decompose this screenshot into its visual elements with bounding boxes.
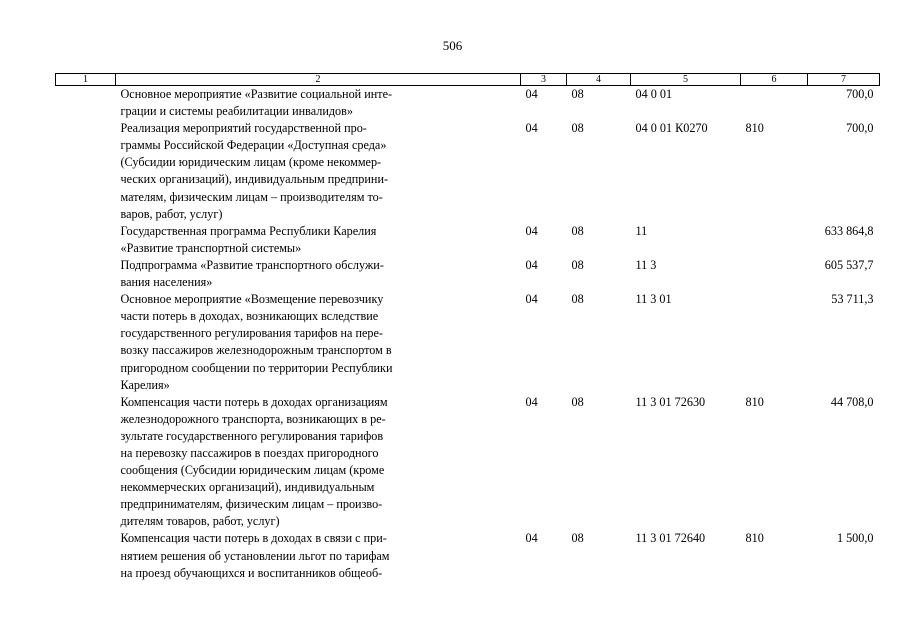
item-name-line: пригородном сообщении по территории Республики (120, 360, 393, 375)
cell-section: 04 (525, 223, 538, 238)
item-name-line: Компенсация части потерь в доходах в связи с при- (120, 531, 387, 546)
table-row (56, 86, 880, 121)
cell-amount: 700,0 (846, 121, 874, 136)
item-name-line: Подпрограмма «Развитие транспортного обслужи- (120, 257, 384, 272)
cell-subsection: 08 (571, 257, 584, 272)
table-header (56, 74, 880, 86)
cell-target-article: 11 (635, 223, 648, 238)
table-body (56, 86, 880, 582)
cell-target-article: 11 3 01 (635, 292, 672, 307)
table-row (56, 257, 880, 291)
cell-target-article: 11 3 01 72640 (635, 531, 706, 546)
item-name-line: дителям товаров, работ, услуг) (120, 514, 280, 529)
item-name-line: мателям, физическим лицам – производителям то- (120, 189, 383, 204)
item-name-line: Основное мероприятие «Развитие социальной инте- (120, 87, 393, 101)
cell-col-1 (56, 86, 116, 121)
cell-expense-type: 810 (745, 394, 764, 409)
item-name-line: предпринимателям, физическим лицам – произво- (120, 497, 383, 512)
cell-section: 04 (525, 292, 538, 307)
cell-expense-type (741, 223, 808, 257)
header-col-6: 6 (741, 74, 808, 86)
item-name-line: возку пассажиров железнодорожным транспортом в (120, 343, 392, 358)
cell-item-name (116, 86, 521, 121)
item-name-line: граммы Российской Федерации «Доступная среда» (120, 138, 387, 153)
item-name-line: грации и системы реабилитации инвалидов» (120, 104, 353, 119)
cell-section: 04 (525, 531, 538, 546)
table-row (56, 223, 880, 257)
cell-item-name (116, 291, 521, 394)
table-row (56, 120, 880, 223)
cell-amount: 633 864,8 (824, 223, 874, 238)
cell-amount: 700,0 (846, 87, 874, 101)
cell-amount: 53 711,3 (831, 292, 874, 307)
item-name-line: на проезд обучающихся и воспитанников общеоб- (120, 565, 383, 580)
cell-expense-type: 810 (745, 531, 764, 546)
item-name-line: на перевозку пассажиров в поездах пригородного (120, 445, 379, 460)
item-name-line: Государственная программа Республики Карелия (120, 223, 377, 238)
item-name-line: сообщения (Субсидии юридическим лицам (кроме (120, 463, 385, 478)
header-col-1: 1 (56, 74, 116, 86)
header-col-5: 5 (631, 74, 741, 86)
table-row (56, 291, 880, 394)
budget-table (55, 73, 880, 582)
cell-item-name (116, 394, 521, 531)
cell-col-1 (56, 120, 116, 223)
cell-amount: 44 708,0 (830, 394, 874, 409)
cell-expense-type (741, 86, 808, 121)
cell-expense-type: 810 (745, 121, 764, 136)
item-name-line: Основное мероприятие «Возмещение перевозчику (120, 292, 384, 307)
cell-section: 04 (525, 257, 538, 272)
header-col-3: 3 (521, 74, 567, 86)
item-name-line: железнодорожного транспорта, возникающих в ре- (120, 411, 386, 426)
cell-item-name (116, 120, 521, 223)
table-row (56, 394, 880, 531)
item-name-line: части потерь в доходах, возникающих вследствие (120, 309, 379, 324)
item-name-line: некоммерческих организаций), индивидуальным (120, 480, 375, 495)
cell-section: 04 (525, 121, 538, 136)
cell-col-1 (56, 530, 116, 581)
cell-item-name (116, 530, 521, 581)
cell-target-article: 04 0 01 (635, 87, 673, 101)
table-row (56, 530, 880, 581)
cell-amount: 605 537,7 (824, 257, 874, 272)
item-name-line: «Развитие транспортной системы» (120, 240, 302, 255)
item-name-line: варов, работ, услуг) (120, 206, 223, 221)
cell-subsection: 08 (571, 121, 584, 136)
item-name-line: Карелия» (120, 377, 170, 392)
cell-subsection: 08 (571, 223, 584, 238)
cell-col-1 (56, 223, 116, 257)
cell-col-1 (56, 257, 116, 291)
header-col-7: 7 (808, 74, 880, 86)
cell-item-name (116, 223, 521, 257)
item-name-line: зультате государственного регулирования тарифов (120, 428, 384, 443)
item-name-line: нятием решения об установлении льгот по тарифам (120, 548, 390, 563)
item-name-line: Компенсация части потерь в доходах организациям (120, 394, 388, 409)
header-col-4: 4 (567, 74, 631, 86)
cell-target-article: 11 3 (635, 257, 657, 272)
item-name-line: вания населения» (120, 275, 213, 290)
cell-target-article: 04 0 01 К0270 (635, 121, 708, 136)
item-name-line: Реализация мероприятий государственной про- (120, 121, 367, 136)
cell-subsection: 08 (571, 394, 584, 409)
cell-col-1 (56, 291, 116, 394)
item-name-line: государственного регулирования тарифов на пере- (120, 326, 383, 341)
item-name-line: ческих организаций), индивидуальным предприни- (120, 172, 389, 187)
page-number: 506 (442, 38, 463, 53)
cell-expense-type (741, 291, 808, 394)
cell-target-article: 11 3 01 72630 (635, 394, 706, 409)
header-col-2: 2 (116, 74, 521, 86)
cell-amount: 1 500,0 (836, 531, 874, 546)
cell-subsection: 08 (571, 292, 584, 307)
cell-expense-type (741, 257, 808, 291)
cell-subsection: 08 (571, 87, 584, 101)
cell-section: 04 (525, 87, 538, 101)
cell-section: 04 (525, 394, 538, 409)
cell-col-1 (56, 394, 116, 531)
cell-subsection: 08 (571, 531, 584, 546)
header-row (56, 74, 880, 86)
item-name-line: (Субсидии юридическим лицам (кроме некоммер- (120, 155, 382, 170)
cell-item-name (116, 257, 521, 291)
